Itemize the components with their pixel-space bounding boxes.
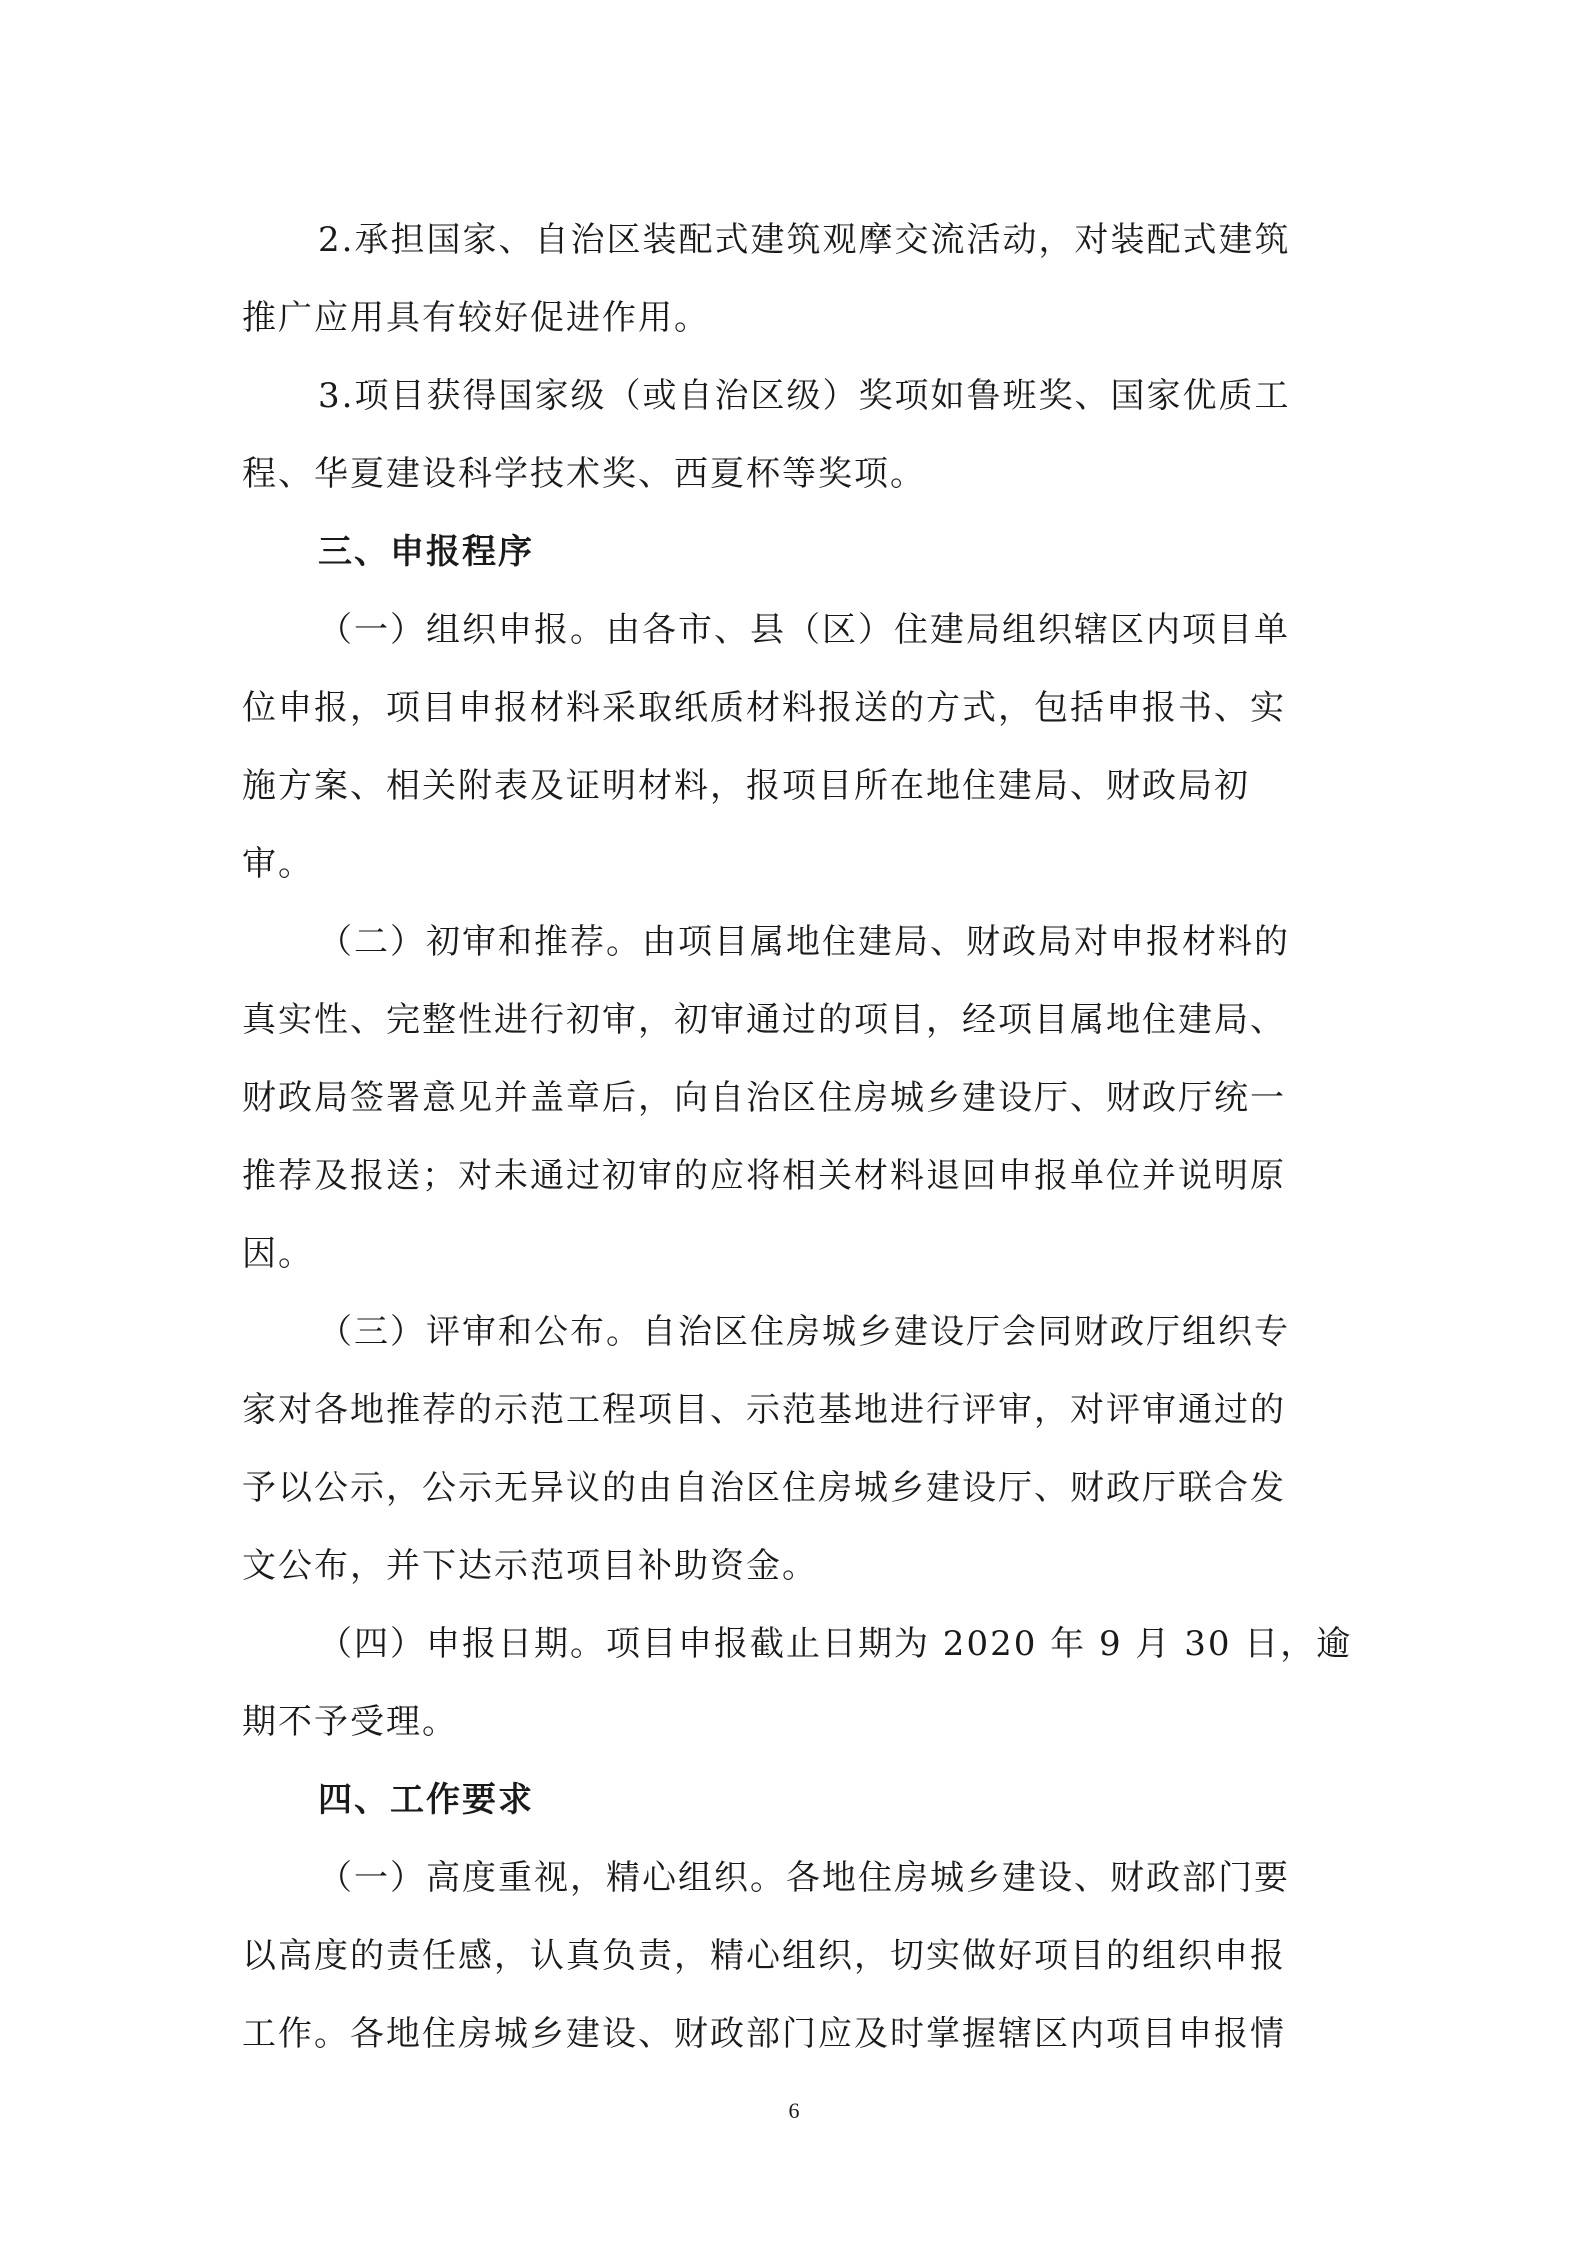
paragraph-line: （三）评审和公布。自治区住房城乡建设厅会同财政厅组织专 [318,1312,1290,1352]
paragraph-line: 财政局签署意见并盖章后，向自治区住房城乡建设厅、财政厅统一 [242,1078,1286,1118]
paragraph-line: 2.承担国家、自治区装配式建筑观摩交流活动，对装配式建筑 [318,220,1291,260]
paragraph-line: 因。 [242,1234,314,1274]
paragraph-line: 予以公示，公示无异议的由自治区住房城乡建设厅、财政厅联合发 [242,1468,1286,1508]
paragraph-line: 推广应用具有较好促进作用。 [242,298,710,338]
paragraph-line: 文公布，并下达示范项目补助资金。 [242,1546,818,1586]
paragraph-line: 工作。各地住房城乡建设、财政部门应及时掌握辖区内项目申报情 [242,2014,1286,2054]
paragraph-line: 期不予受理。 [242,1702,458,1742]
section-heading: 三、申报程序 [318,532,534,572]
paragraph-line: （一）组织申报。由各市、县（区）住建局组织辖区内项目单 [318,610,1290,650]
paragraph-line: 审。 [242,844,314,884]
paragraph-line: 程、华夏建设科学技术奖、西夏杯等奖项。 [242,454,926,494]
paragraph-line: （四）申报日期。项目申报截止日期为 2020 年 9 月 30 日，逾 [318,1624,1353,1664]
paragraph-line: 施方案、相关附表及证明材料，报项目所在地住建局、财政局初 [242,766,1250,806]
paragraph-line: 3.项目获得国家级（或自治区级）奖项如鲁班奖、国家优质工 [318,376,1291,416]
paragraph-line: 家对各地推荐的示范工程项目、示范基地进行评审，对评审通过的 [242,1390,1286,1430]
section-heading: 四、工作要求 [318,1780,534,1820]
paragraph-line: 位申报，项目申报材料采取纸质材料报送的方式，包括申报书、实 [242,688,1286,728]
paragraph-line: 推荐及报送；对未通过初审的应将相关材料退回申报单位并说明原 [242,1156,1286,1196]
paragraph-line: 以高度的责任感，认真负责，精心组织，切实做好项目的组织申报 [242,1936,1286,1976]
page-number: 6 [788,2098,800,2123]
paragraph-line: 真实性、完整性进行初审，初审通过的项目，经项目属地住建局、 [242,1000,1286,1040]
paragraph-line: （二）初审和推荐。由项目属地住建局、财政局对申报材料的 [318,922,1290,962]
paragraph-line: （一）高度重视，精心组织。各地住房城乡建设、财政部门要 [318,1858,1290,1898]
